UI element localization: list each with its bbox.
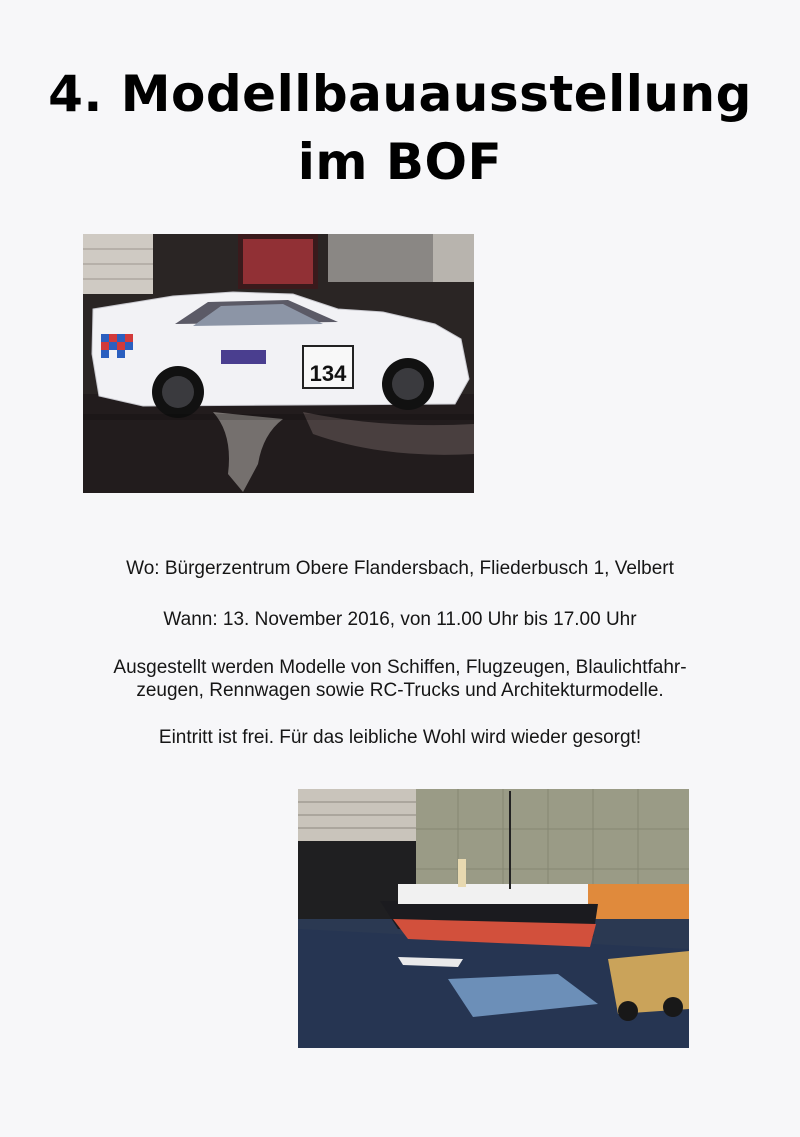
ship-model-photo (298, 789, 689, 1048)
car-number: 134 (309, 361, 347, 386)
exhibits-line-2: zeugen, Rennwagen sowie RC-Trucks und Architekturmodelle. (136, 680, 664, 701)
title-line-1: 4. Modellbauausstellung (48, 65, 752, 123)
title-line-2: im BOF (297, 133, 503, 191)
admission-line: Eintritt ist frei. Für das leibliche Wohl wird wieder gesorgt! (158, 727, 642, 748)
exhibits-paragraph (60, 656, 740, 702)
exhibits-line-1: Ausgestellt werden Modelle von Schiffen, Flugzeugen, Blaulichtfahr- (113, 657, 687, 678)
race-car-photo (83, 234, 474, 493)
poster-title (0, 60, 800, 196)
location-line: Wo: Bürgerzentrum Obere Flandersbach, Fliederbusch 1, Velbert (126, 558, 674, 579)
date-line: Wann: 13. November 2016, von 11.00 Uhr bis 17.00 Uhr (163, 609, 637, 630)
